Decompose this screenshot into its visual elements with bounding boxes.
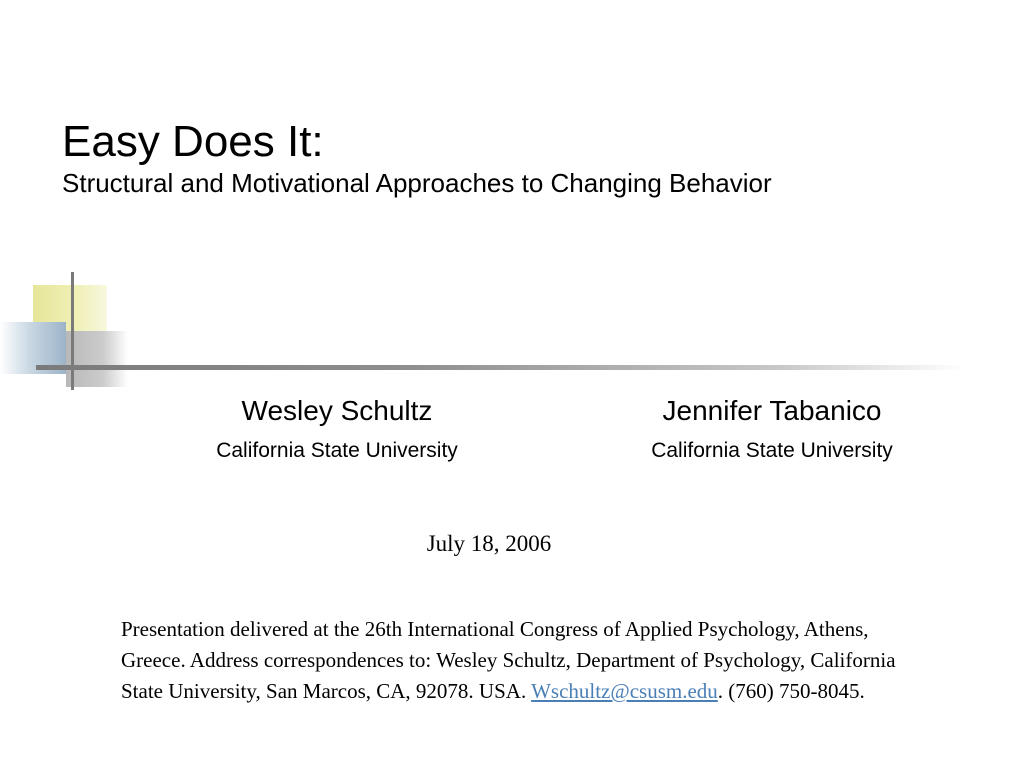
author-name: Wesley Schultz: [241, 395, 433, 426]
slide-subtitle: Structural and Motivational Approaches to Changing Behavior: [62, 168, 772, 198]
presentation-date: July 18, 2006: [426, 531, 552, 556]
horizontal-rule: [36, 365, 966, 370]
author-affiliation: California State University: [651, 439, 893, 462]
author-affiliation: California State University: [216, 439, 458, 462]
note-phone: . (760) 750-8045.: [717, 679, 865, 703]
yellow-block: [33, 285, 107, 353]
email-link[interactable]: Wschultz@csusm.edu: [531, 679, 718, 703]
presentation-note: [121, 614, 921, 707]
slide-title: Easy Does It:: [62, 117, 324, 166]
blue-block: [0, 322, 66, 374]
author-name: Jennifer Tabanico: [662, 395, 882, 426]
author-jennifer-tabanico: [602, 394, 942, 464]
note-text: Presentation delivered at the 26th International Congress of Applied Psychology, Athens, Greece. Address correspondences to: Wesley Schultz, Department of Psychology, California State University, San Marcos, CA, 92078. USA.: [121, 617, 896, 703]
title-block: [62, 116, 1012, 198]
gray-block: [66, 331, 128, 387]
vertical-rule: [71, 272, 74, 390]
author-wesley-schultz: [167, 394, 507, 464]
